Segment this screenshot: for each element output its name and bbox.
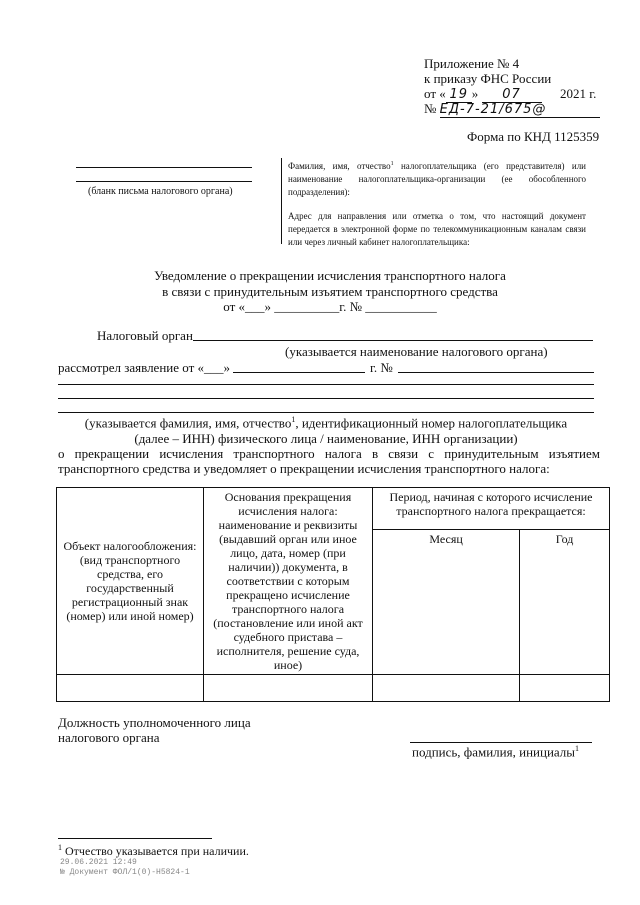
reviewed-label: рассмотрел заявление от «___» <box>58 360 231 375</box>
applicant-line <box>58 398 594 399</box>
signature-caption-text: подпись, фамилия, инициалы <box>412 744 576 760</box>
cell-year <box>520 675 610 702</box>
applicant-line <box>58 384 594 385</box>
statement-text: о прекращении исчисления транспортного налога в связи с принудительным изъятием транспортного средства и уведомляет о прекращении исчисления транспортного налога: <box>58 446 600 476</box>
letterhead-line <box>76 167 252 168</box>
footnote-separator <box>58 838 212 839</box>
order-reference: к приказу ФНС России <box>424 71 552 86</box>
table-row <box>57 675 610 702</box>
print-stamp-date: 29.06.2021 12:49 <box>60 858 137 867</box>
date-year: 2021 г. <box>560 86 597 101</box>
recipient-address-note: Адрес для направления или отметка о том, что настоящий документ передается в электронной форме по телекоммуникационным каналам связи или через личный кабинет налогоплательщика: <box>288 211 586 247</box>
col-year-header: Год <box>520 529 610 674</box>
reviewed-num-label: г. № <box>370 360 393 375</box>
date-day: 19 <box>446 87 472 103</box>
termination-table <box>56 487 610 702</box>
cell-object <box>57 675 204 702</box>
caption-part: , идентификационный номер налогоплательщика <box>295 415 568 431</box>
name-note-part: Фамилия, имя, отчество <box>288 161 391 171</box>
applicant-caption <box>58 415 594 431</box>
footnote-text: Отчество указывается при наличии. <box>62 844 249 858</box>
footnote-mark: 1 <box>58 843 62 852</box>
form-code: Форма по КНД 1125359 <box>467 129 600 144</box>
appendix-number: Приложение № 4 <box>424 56 520 71</box>
recipient-name-note <box>288 158 586 199</box>
signature-caption <box>412 744 579 760</box>
letterhead-caption: (бланк письма налогового органа) <box>88 186 233 197</box>
applicant-caption-2: (далее – ИНН) физического лица / наименование, ИНН организации) <box>134 431 518 446</box>
reviewed-num-line <box>398 372 594 373</box>
date-prefix: от « <box>424 86 446 101</box>
document-title-line3: от «___» __________г. № ___________ <box>223 299 437 314</box>
recipient-divider <box>281 158 282 244</box>
cell-month <box>373 675 520 702</box>
print-stamp-doc: № Документ ФОЛ/1(0)-Н5824-1 <box>60 868 190 877</box>
date-mid: » <box>471 86 479 101</box>
signature-line <box>410 742 592 743</box>
name-note-part: налогоплательщика (его представителя) или наименование налогоплательщика-организации (ее обособленного подразделения): <box>288 161 587 197</box>
tax-authority-line <box>193 340 593 341</box>
reviewed-date-line <box>233 372 365 373</box>
footnote-ref: 1 <box>575 744 580 753</box>
letterhead-line <box>76 181 252 182</box>
official-position-1: Должность уполномоченного лица <box>58 715 251 730</box>
date-month: 07 <box>482 87 542 103</box>
col-basis-header: Основания прекращения исчисления налога: наименование и реквизиты (выдавший орган или иное лицо, дата, номер (при наличии)) документа, в соответствии с которым прекращено исчисление транспортного налога (постановление или иной акт судебного пристава – исполнителя, решение суда, иное) <box>204 488 373 675</box>
order-number <box>424 101 604 118</box>
number-value: ЕД-7-21/675@ <box>440 102 600 118</box>
document-title-line2: в связи с принудительным изъятием транспортного средства <box>162 284 498 299</box>
footnote <box>58 843 249 859</box>
col-month-header: Месяц <box>373 529 520 674</box>
footnote-ref: 1 <box>390 161 394 167</box>
official-position-2: налогового органа <box>58 730 160 745</box>
footnote-ref: 1 <box>291 415 296 424</box>
applicant-line <box>58 412 594 413</box>
document-title-line1: Уведомление о прекращении исчисления транспортного налога <box>154 268 506 283</box>
number-prefix: № <box>424 101 437 116</box>
caption-part: (указывается фамилия, имя, отчество <box>84 415 292 431</box>
order-date <box>424 86 604 102</box>
tax-authority-label: Налоговый орган <box>97 328 193 343</box>
tax-authority-caption: (указывается наименование налогового органа) <box>285 344 548 359</box>
col-period-header: Период, начиная с которого исчисление транспортного налога прекращается: <box>373 488 610 530</box>
cell-basis <box>204 675 373 702</box>
col-object-header: Объект налогообложения: (вид транспортного средства, его государственный регистрационный знак (номер) или иной номер) <box>57 488 204 675</box>
